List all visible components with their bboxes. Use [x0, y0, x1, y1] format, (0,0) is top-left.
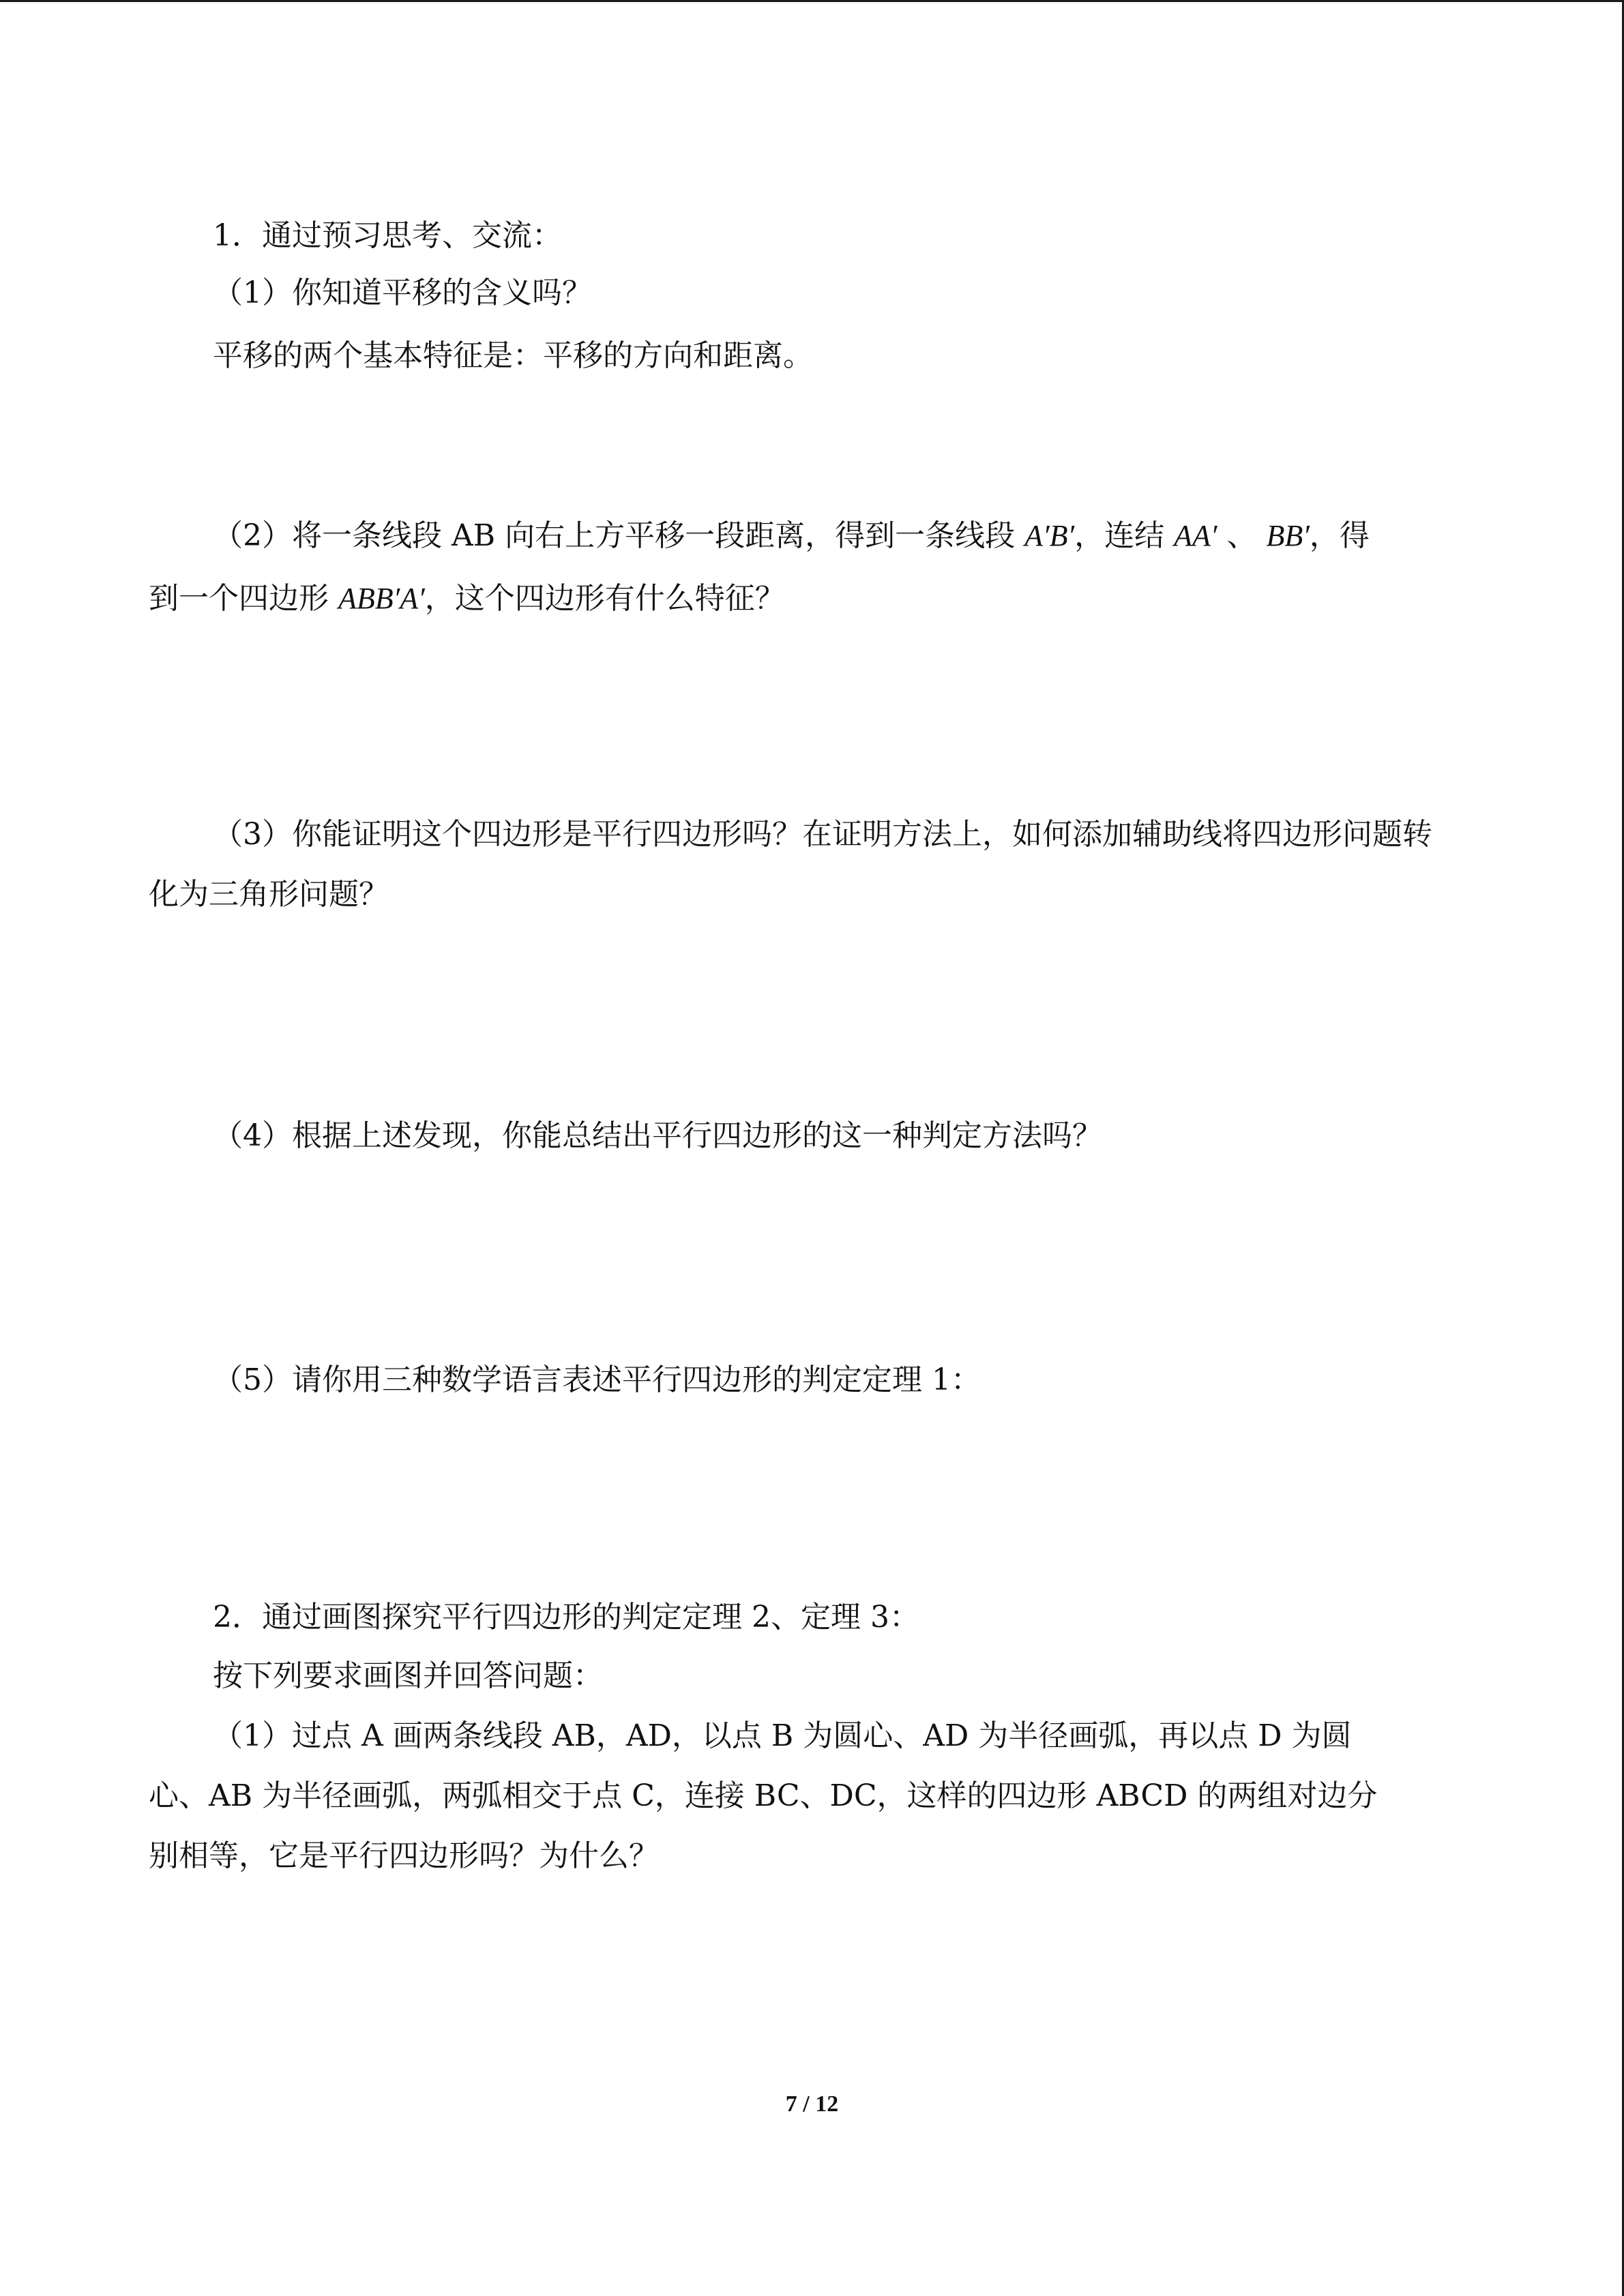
section1-question-1: （1）你知道平移的含义吗？ — [213, 275, 592, 310]
q2-text-2: ，连结 — [1074, 518, 1165, 553]
section2-instruction: 按下列要求画图并回答问题： — [213, 1658, 603, 1693]
section2-question-1-line2: 心、AB 为半径画弧，两弧相交于点 C，连接 BC、DC，这样的四边形 ABCD 的两组对边分 — [149, 1778, 1378, 1813]
q2-text-6: ，这个四边形有什么特征？ — [424, 581, 785, 616]
section1-heading: 1．通过预习思考、交流： — [213, 218, 562, 253]
section1-question-2-line1 — [213, 516, 1370, 556]
segment-b-b-prime: BB′ — [1266, 519, 1310, 552]
section1-question-2-line2 — [149, 578, 785, 619]
quadrilateral-abb-prime-a-prime: ABB′A′ — [338, 582, 425, 615]
section2-heading: 2．通过画图探究平行四边形的判定定理 2、定理 3： — [213, 1600, 919, 1635]
q2-text-3: 、 — [1226, 518, 1257, 553]
section1-question-5: （5）请你用三种数学语言表述平行四边形的判定定理 1： — [213, 1362, 981, 1397]
section1-question-3-line1: （3）你能证明这个四边形是平行四边形吗？在证明方法上，如何添加辅助线将四边形问题转 — [213, 817, 1432, 852]
section1-question-1-answer: 平移的两个基本特征是：平移的方向和距离。 — [213, 338, 813, 373]
q2-text-4: ，得 — [1309, 518, 1370, 553]
section1-question-3-line2: 化为三角形问题？ — [149, 877, 389, 912]
page-number: 7 / 12 — [785, 2091, 839, 2117]
section2-question-1-line3: 别相等，它是平行四边形吗？为什么？ — [149, 1838, 659, 1873]
segment-a-a-prime: AA′ — [1174, 519, 1217, 552]
q2-text-5: 到一个四边形 — [149, 581, 329, 616]
segment-a-prime-b-prime: A′B′ — [1024, 519, 1075, 552]
section2-question-1-line1: （1）过点 A 画两条线段 AB，AD，以点 B 为圆心、AD 为半径画弧，再以点 D 为圆 — [213, 1718, 1352, 1753]
q2-text-1: （2）将一条线段 AB 向右上方平移一段距离，得到一条线段 — [213, 518, 1016, 553]
page-top-border — [0, 0, 1624, 2]
section1-question-4: （4）根据上述发现，你能总结出平行四边形的这一种判定方法吗？ — [213, 1118, 1102, 1153]
